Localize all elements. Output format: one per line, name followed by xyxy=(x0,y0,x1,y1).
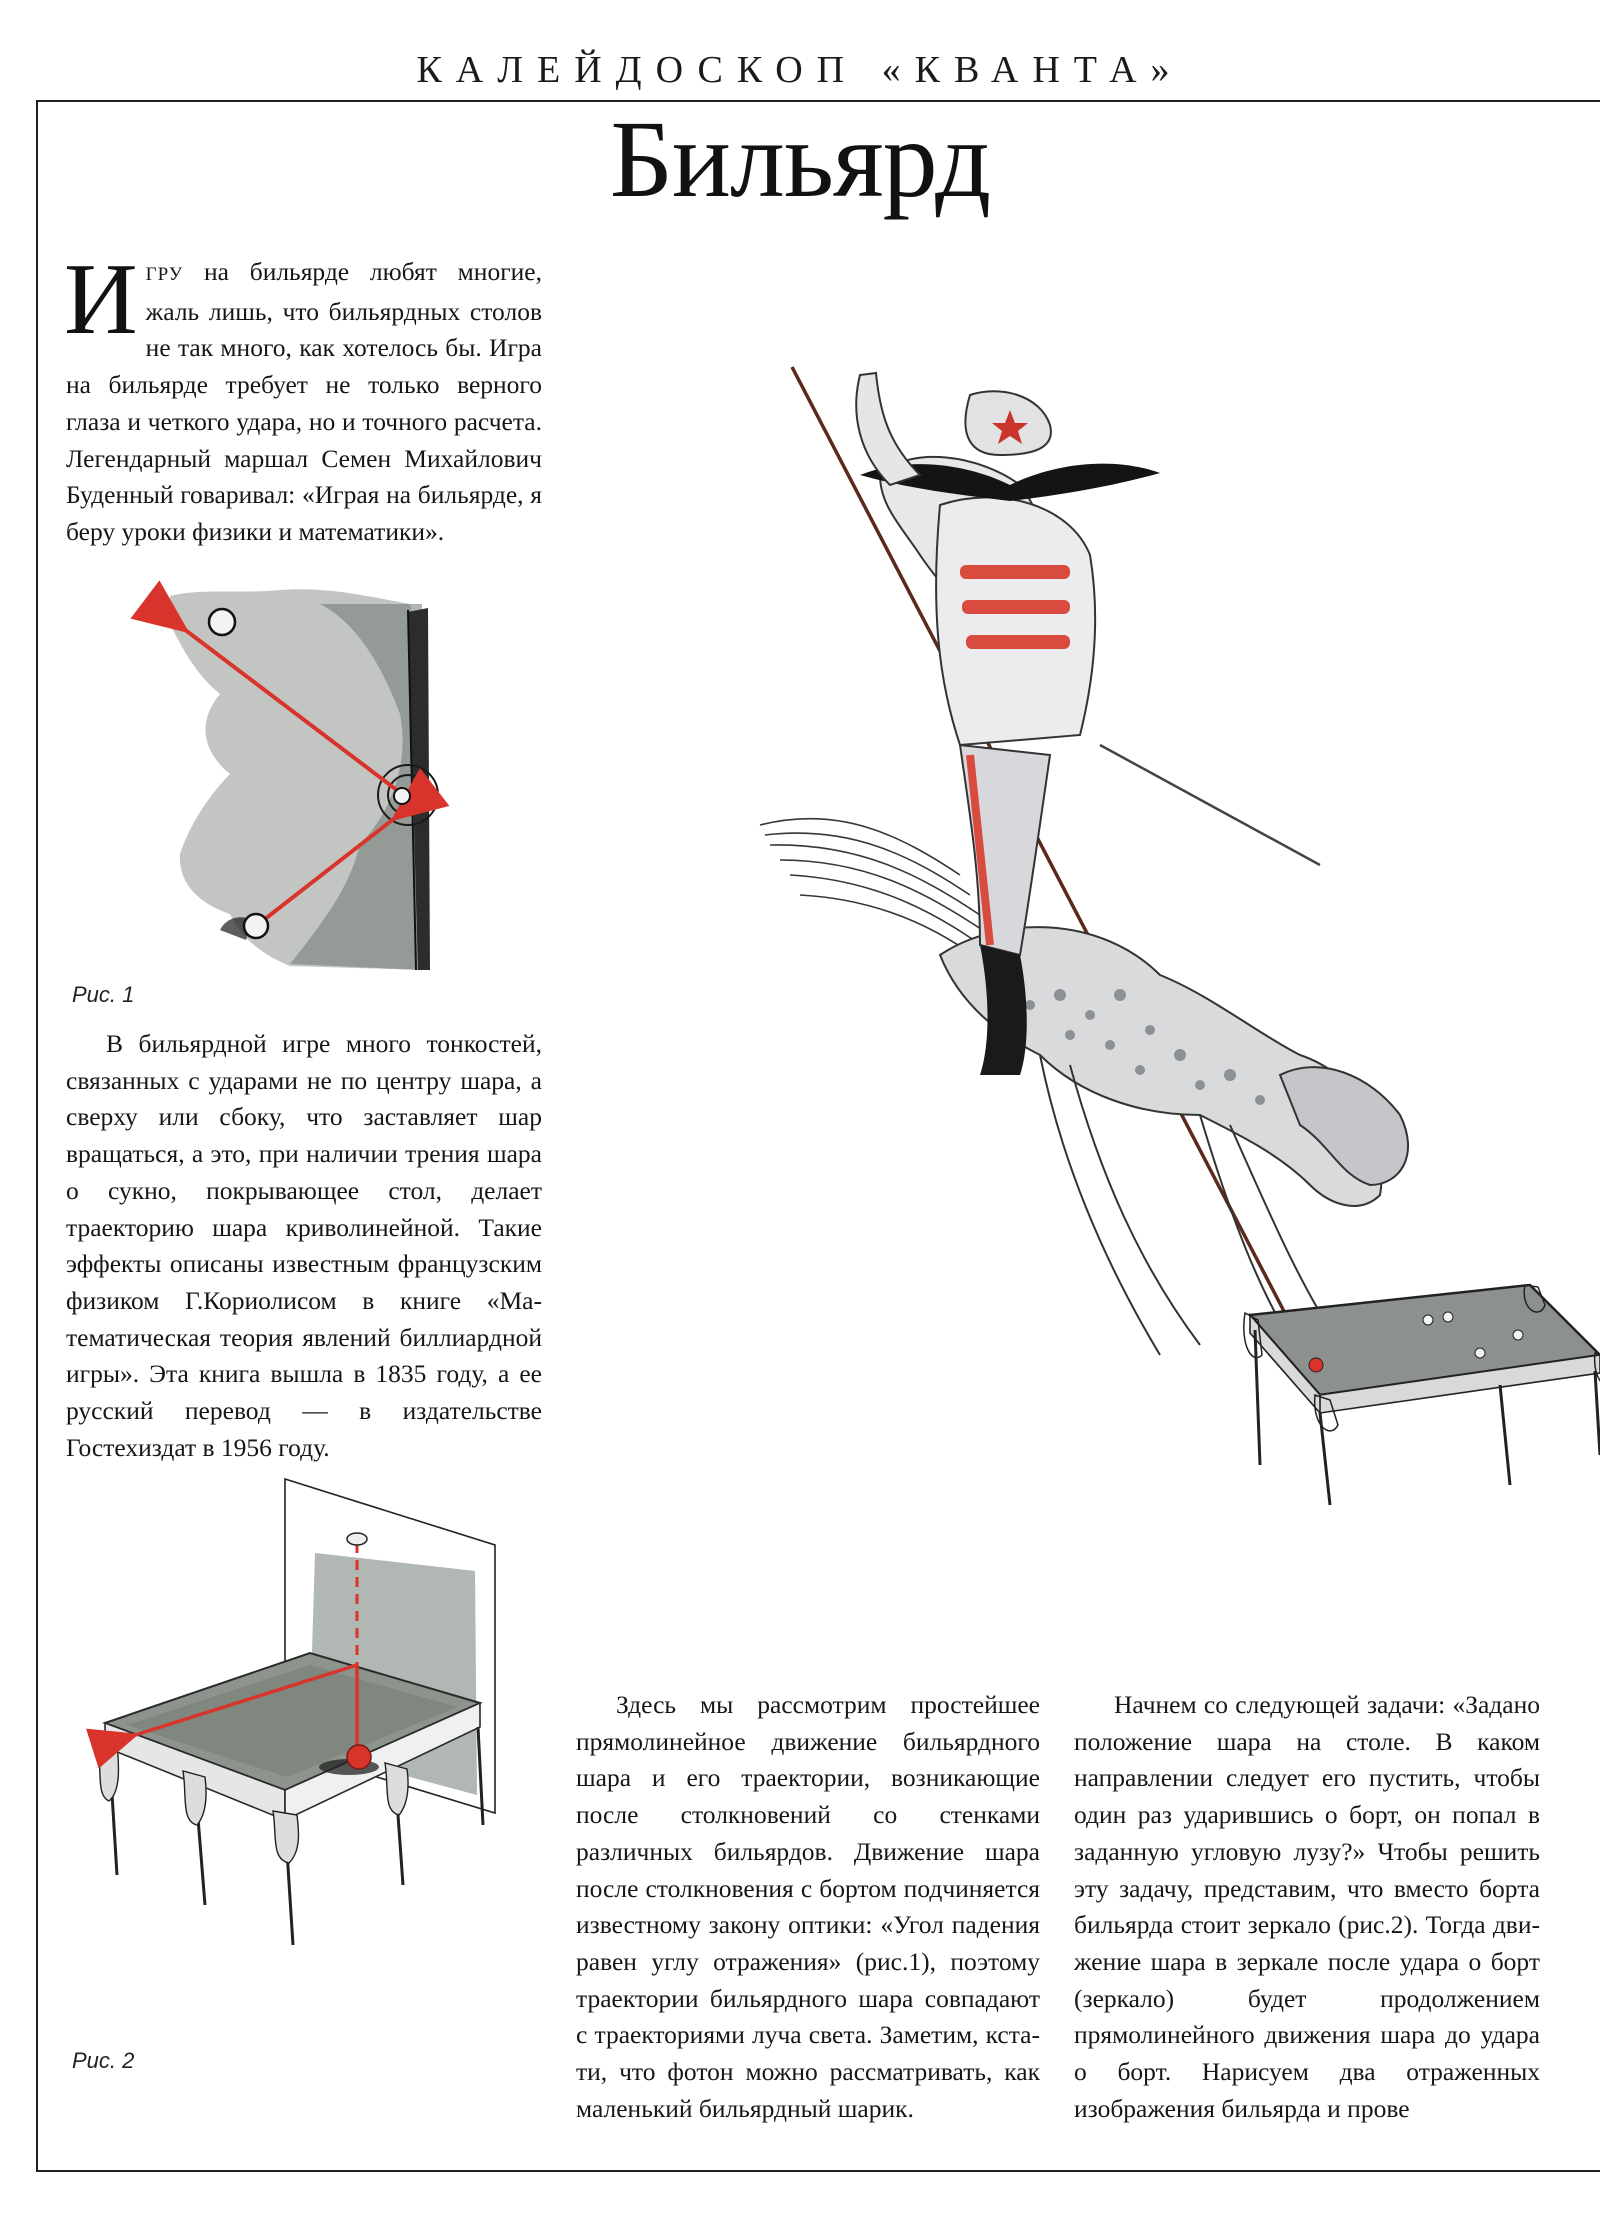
paragraph-coriolis: В бильярдной игре много тонкостей, связанных с ударами не по центру шара, а сверху или сбоку, что заставляет шар вращаться, а это, при наличии трения шара о сукно, покрывающее стол, делает траекторию шара криволинейной. Такие эффекты описаны известным французским физиком Г.Кориолисом в книге «Математическая теория явлений биллиардной игры». Эта книга вышла в 1835 году, а ее русский перевод — в издательстве Гостехиздат в 1956 году. xyxy=(66,1029,542,1462)
fig2-mirror-pocket xyxy=(347,1533,367,1545)
illustration-sabre xyxy=(1100,745,1320,865)
intro-paragraph xyxy=(64,243,542,551)
figure-2-caption: Рис. 2 xyxy=(72,2048,135,2073)
figure-1-caption: Рис. 1 xyxy=(72,982,135,1007)
fig2-pocket-1 xyxy=(97,1737,119,1801)
section-kicker: КАЛЕЙДОСКОП «КВАНТА» xyxy=(416,49,1184,91)
illustration-rider-torso xyxy=(936,497,1095,745)
illustration-rider-braid xyxy=(960,565,1070,649)
fig1-ball-end xyxy=(209,609,235,635)
fig1-ball-impact xyxy=(394,788,410,804)
intro-smallcaps: ГРУ xyxy=(145,264,184,285)
drop-cap: И xyxy=(64,243,138,356)
left-rule xyxy=(36,100,38,2170)
fig1-ball-start xyxy=(244,914,268,938)
budyonny-illustration xyxy=(640,355,1600,1525)
figure-2-mirror-table xyxy=(95,1475,535,1945)
intro-text: на бильярде любят многие, жаль лишь, что бильярдных столов не так много, как хотелось бы. Игра на бильярде требует не только верного глаза и четкого удара, но и точного расчета. Легендарный маршал Семен Михайлович Буденный говаривал: «Играя на бильярде, я беру уроки физики и математики». xyxy=(66,257,542,546)
fig2-pocket-3 xyxy=(273,1811,299,1863)
paragraph-mirror-problem: Начнем со следующей задачи: «Задано положение шара на столе. В каком направлении следует его пустить, чтобы один раз ударившись о борт, он попал в заданную угловую лузу?» Чтобы решить эту задачу, представим, что вместо борта бильярда стоит зеркало (рис.2). Тогда движение шара в зеркале после удара о борт (зеркало) будет продолжением прямолинейного движения шара до удара о борт. Нарисуем два отраженных изображения бильярда и прове xyxy=(1074,1690,1540,2123)
fig2-ball xyxy=(347,1745,371,1769)
fig2-pocket-4 xyxy=(385,1763,408,1815)
fig2-pocket-2 xyxy=(183,1771,206,1825)
figure-1-reflection xyxy=(160,584,450,970)
bottom-rule xyxy=(36,2170,1600,2172)
paragraph-optics-law: Здесь мы рассмотрим простейшее прямолинейное движение бильярдного шара и его траектории, возникающие после столкновений со стенками различных бильярдов. Движение шара после столкновения с бортом подчиняется известному закону оптики: «Угол падения равен углу отражения» (рис.1), поэтому траектории бильярдного шара совпадают с траекториями луча света. Заметим, кстати, что фотон можно рассматривать, как маленький бильярдный шарик. xyxy=(576,1690,1040,2123)
article-title: Бильярд xyxy=(609,98,991,220)
illustration-rider-arm xyxy=(856,373,920,485)
